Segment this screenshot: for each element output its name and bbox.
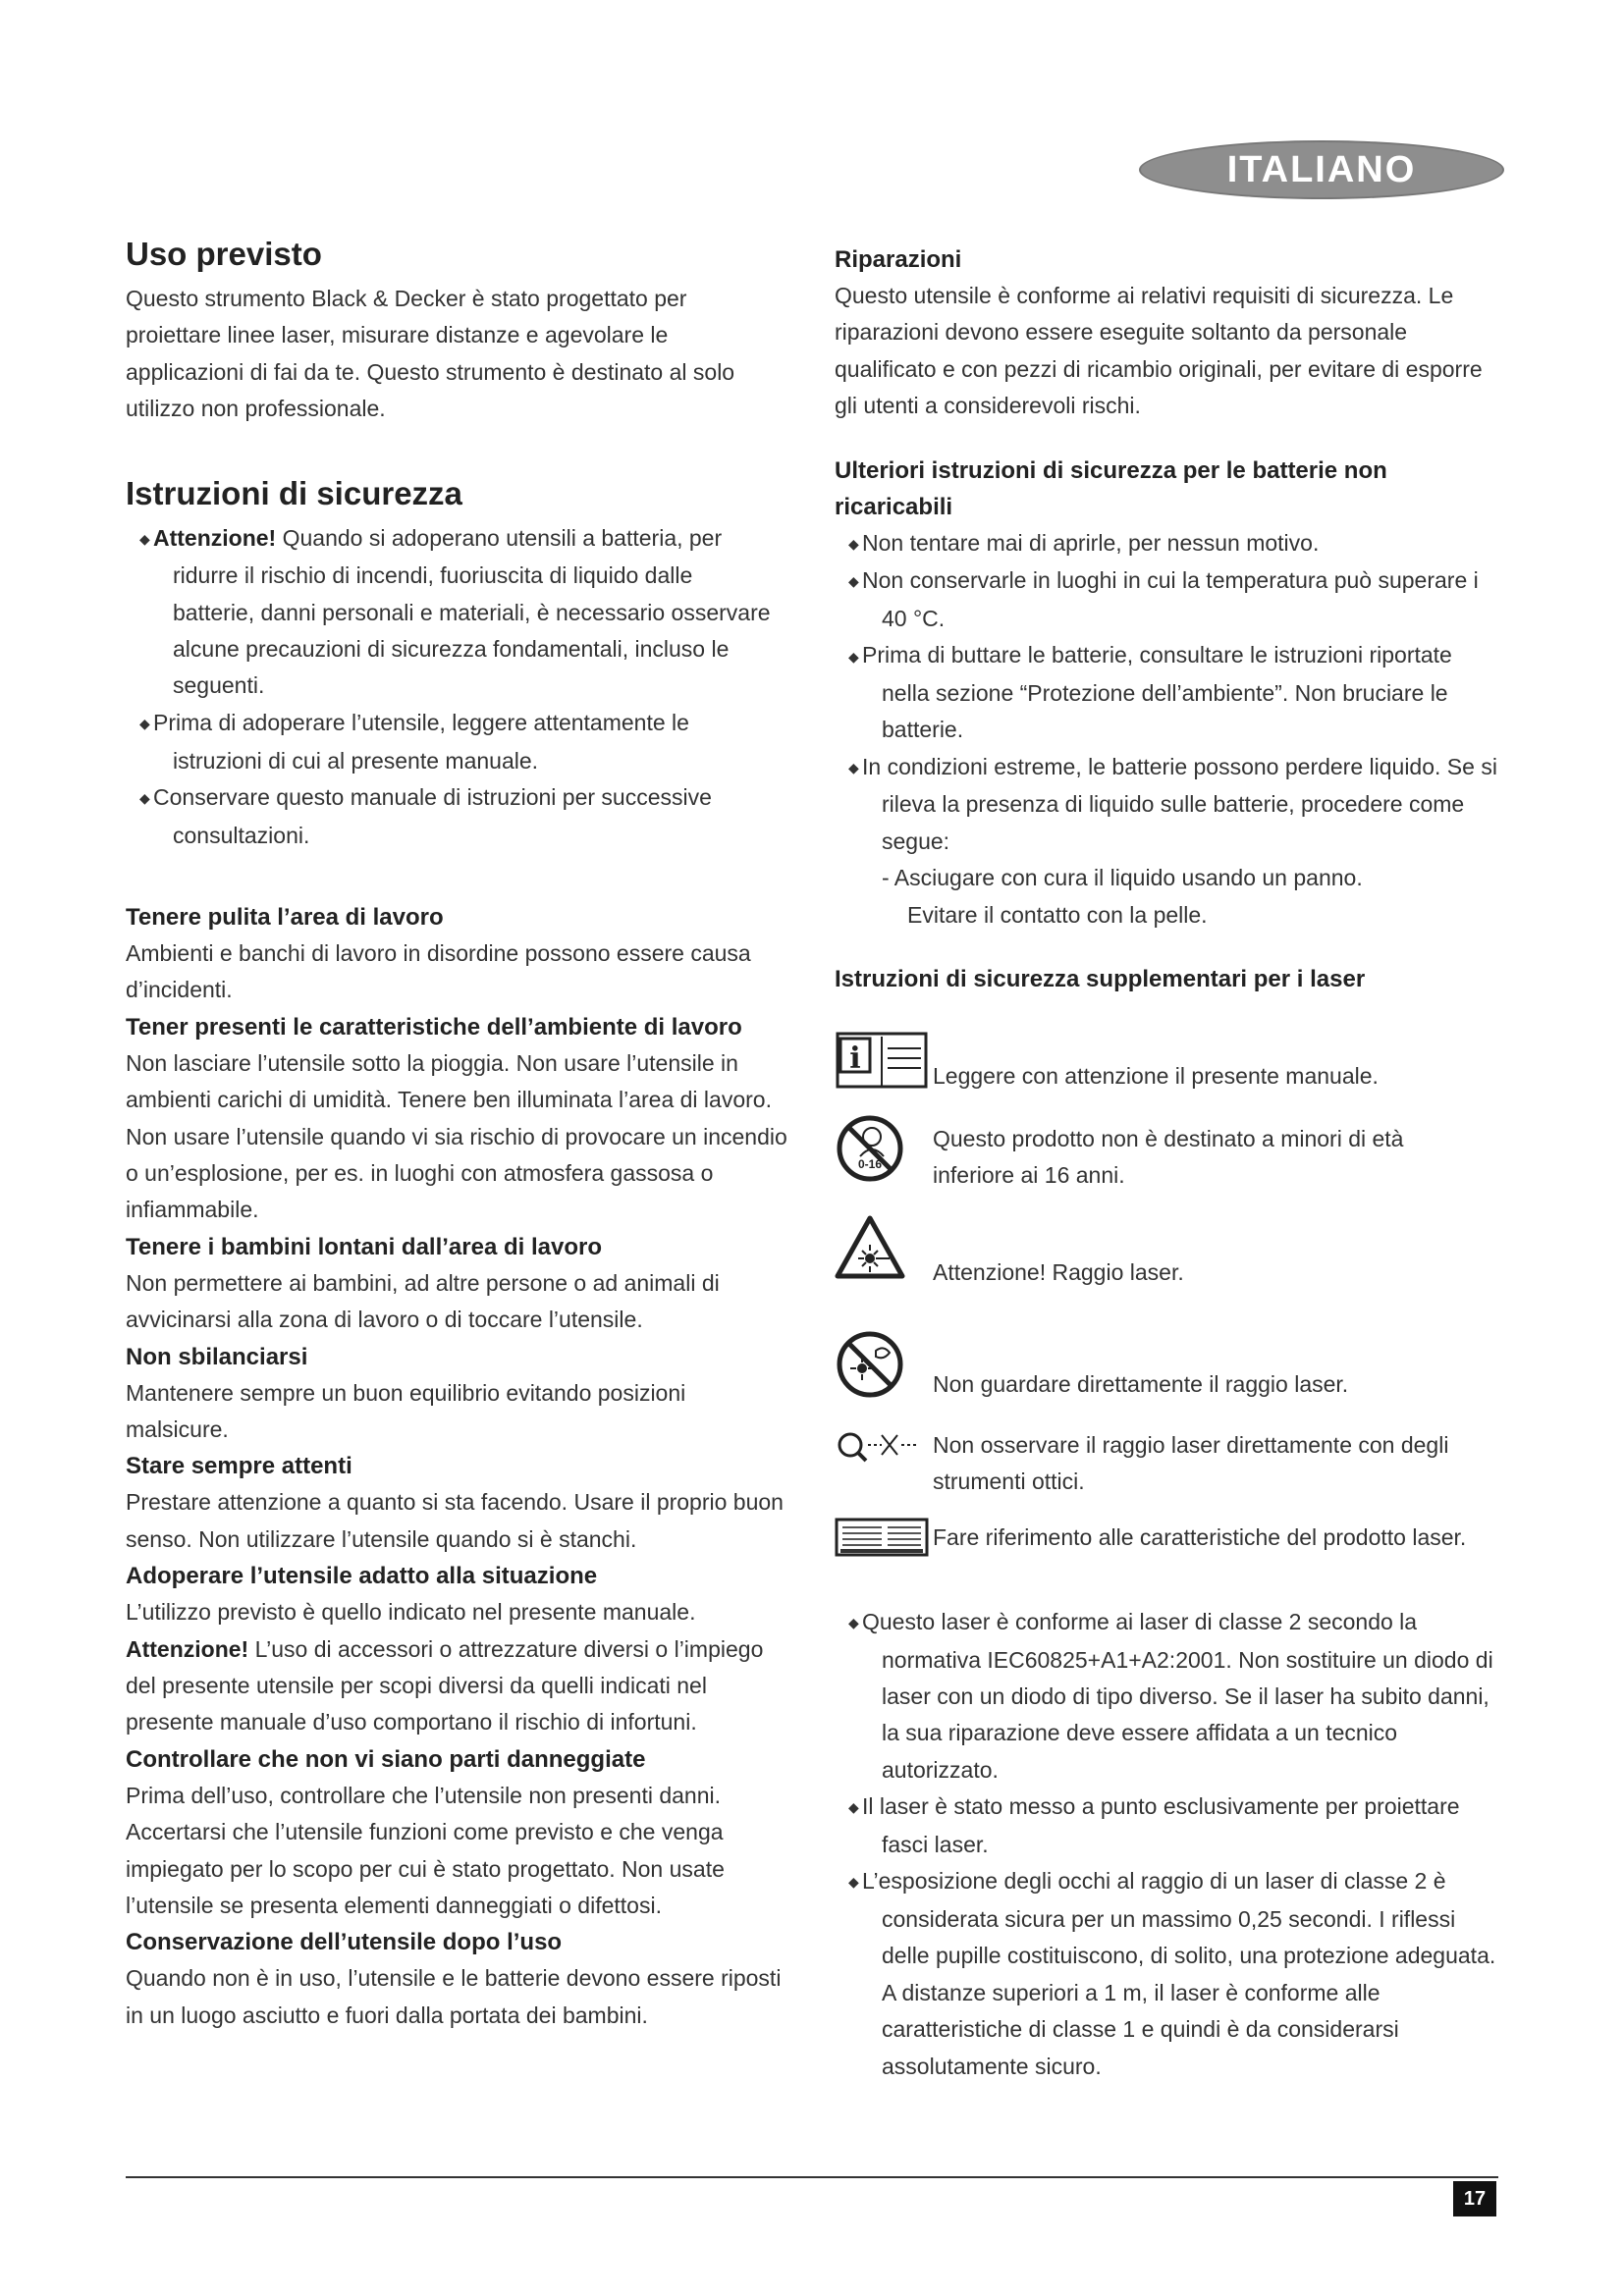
- icon-caption: Attenzione! Raggio laser.: [933, 1258, 1184, 1285]
- subsection-body: Prima dell’uso, controllare che l’utensile non presenti danni. Accertarsi che l’utensile funzioni come previsto e che venga impiegato per lo scopo per cui è stato progettato. Non usate l’utensile se presenta elementi danneggiati o difettosi.: [126, 1782, 725, 1919]
- subsection-title: Controllare che non vi siano parti danneggiate: [126, 1745, 646, 1773]
- list-item: ◆ Non conservarle in luoghi in cui la temperatura può superare i 40 °C.: [848, 567, 1479, 631]
- section-title-uso-previsto: Uso previsto: [126, 236, 322, 272]
- subsection-title: Stare sempre attenti: [126, 1453, 352, 1480]
- uso-previsto-body: Questo strumento Black & Decker è stato progettato per proiettare linee laser, misurare distanze e agevolare le applicazioni di fai da te. Questo strumento è destinato al solo utilizzo non professionale.: [126, 286, 735, 422]
- subsection-body: Ambienti e banchi di lavoro in disordine possono essere causa d’incidenti.: [126, 939, 751, 1003]
- list-item: ◆ Conservare questo manuale di istruzioni per successive consultazioni.: [139, 783, 712, 848]
- icon-caption: Leggere con attenzione il presente manuale.: [933, 1062, 1379, 1089]
- list-item: ◆ Il laser è stato messo a punto esclusivamente per proiettare fasci laser.: [848, 1793, 1460, 1857]
- riparazioni-body: Questo utensile è conforme ai relativi requisiti di sicurezza. Le riparazioni devono essere eseguite soltanto da personale qualificato e con pezzi di ricambio originali, per evitare di esporre gli utenti a considerevoli rischi.: [835, 283, 1483, 419]
- icon-caption: Fare riferimento alle caratteristiche del prodotto laser.: [933, 1523, 1467, 1550]
- laser-bullet-list: [835, 1604, 1502, 2085]
- list-item: ◆ Questo laser è conforme ai laser di classe 2 secondo la normativa IEC60825+A1+A2:2001. Non sostituire un diodo di laser con un diodo di tipo diverso. Se il laser ha subito danni, la sua riparazione deve essere affidata a un tecnico autorizzato.: [848, 1608, 1493, 1783]
- icon-row: [835, 1329, 1502, 1427]
- laser-warning-icon: [835, 1215, 933, 1280]
- svg-text:i: i: [849, 1041, 861, 1076]
- subsection-body: Quando non è in uso, l’utensile e le batterie devono essere riposti in un luogo asciutto e fuori dalla portata dei bambini.: [126, 1965, 782, 2028]
- page-number: 17: [1453, 2181, 1496, 2216]
- subsection-body: Non lasciare l’utensile sotto la pioggia. Non usare l’utensile in ambienti carichi di umidità. Tenere ben illuminata l’area di lavoro. Non usare l’utensile quando vi sia rischio di provocare un incendio o un’esplosione, per es. in luoghi con atmosfera gassosa o infiammabile.: [126, 1049, 787, 1223]
- list-item: ◆ Prima di adoperare l’utensile, leggere attentamente le istruzioni di cui al presente manuale.: [139, 709, 689, 774]
- subsection-body: Prestare attenzione a quanto si sta facendo. Usare il proprio buon senso. Non utilizzare l’utensile quando si è stanchi.: [126, 1489, 784, 1552]
- icon-caption: Questo prodotto non è destinato a minori di età inferiore ai 16 anni.: [933, 1125, 1404, 1189]
- subsection-title: Non sbilanciarsi: [126, 1343, 308, 1370]
- subsection-body: Mantenere sempre un buon equilibrio evitando posizioni malsicure.: [126, 1379, 686, 1442]
- section-title-istruzioni: Istruzioni di sicurezza: [126, 474, 462, 511]
- icon-row: [835, 1031, 1502, 1103]
- no-stare-laser-icon: [835, 1329, 933, 1400]
- list-item: ◆ In condizioni estreme, le batterie possono perdere liquido. Se si rileva la presenza di liquido sulle batterie, procedere come segue:: [848, 753, 1497, 854]
- battery-sub-item: - Asciugare con cura il liquido usando un panno. Evitare il contatto con la pelle.: [882, 865, 1363, 928]
- subsection-title: Tener presenti le caratteristiche dell’ambiente di lavoro: [126, 1013, 742, 1041]
- manual-book-icon: [835, 1031, 933, 1094]
- subsection-title: Tenere i bambini lontani dall’area di lavoro: [126, 1233, 603, 1260]
- icon-caption: Non guardare direttamente il raggio laser.: [933, 1370, 1349, 1397]
- subsection-title: Adoperare l’utensile adatto alla situazione: [126, 1563, 598, 1590]
- laser-label-icon: [835, 1518, 933, 1557]
- footer-divider: [126, 2176, 1498, 2178]
- subsection-body: Non permettere ai bambini, ad altre persone o ad animali di avvicinarsi alla zona di lavoro o di toccare l’utensile.: [126, 1269, 720, 1333]
- icon-row: [835, 1215, 1502, 1323]
- subsection-title-batterie: Ulteriori istruzioni di sicurezza per le batterie non ricaricabili: [835, 456, 1387, 520]
- icon-row: [835, 1113, 1502, 1211]
- subsection-warning: Attenzione! L’uso di accessori o attrezzature diversi o l’impiego del presente utensile per scopi diversi da quelli indicati nel presente manuale d’uso comportano il rischio di infortuni.: [126, 1635, 764, 1735]
- no-children-icon: [835, 1113, 933, 1184]
- battery-bullet-list: [835, 525, 1502, 861]
- subsection-title-riparazioni: Riparazioni: [835, 246, 962, 273]
- left-column: [126, 234, 793, 2034]
- list-item: ◆ Non tentare mai di aprirle, per nessun motivo.: [848, 529, 1320, 556]
- subsection-title-laser: Istruzioni di sicurezza supplementari per i laser: [835, 965, 1366, 992]
- list-item: ◆ Attenzione! Quando si adoperano utensili a batteria, per ridurre il rischio di incendi, fuoriuscita di liquido dalle batterie, danni personali e materiali, è necessario osservare alcune precauzioni di sicurezza fondamentali, incluso le seguenti.: [139, 524, 771, 699]
- right-column: [835, 234, 1502, 2085]
- subsection-title: Conservazione dell’utensile dopo l’uso: [126, 1929, 563, 1956]
- icon-caption: Non osservare il raggio laser direttamente con degli strumenti ottici.: [933, 1431, 1449, 1495]
- svg-text:0-16: 0-16: [858, 1156, 883, 1171]
- safety-bullet-list: [126, 520, 774, 854]
- icon-row: [835, 1427, 1502, 1516]
- icon-row: [835, 1518, 1502, 1590]
- subsection-title: Tenere pulita l’area di lavoro: [126, 903, 444, 931]
- language-badge: ITALIANO: [1139, 140, 1504, 199]
- subsection-body: L’utilizzo previsto è quello indicato nel presente manuale.: [126, 1599, 696, 1626]
- no-optics-icon: [835, 1427, 933, 1470]
- list-item: ◆ Prima di buttare le batterie, consultare le istruzioni riportate nella sezione “Protezione dell’ambiente”. Non bruciare le batterie.: [848, 642, 1452, 743]
- list-item: ◆ L’esposizione degli occhi al raggio di un laser di classe 2 è considerata sicura per un massimo 0,25 secondi. I riflessi delle pupille costituiscono, di solito, una protezione adeguata. A distanze superiori a 1 m, il laser è conforme alle caratteristiche di classe 1 e quindi è da considerarsi assolutamente sicuro.: [848, 1868, 1496, 2079]
